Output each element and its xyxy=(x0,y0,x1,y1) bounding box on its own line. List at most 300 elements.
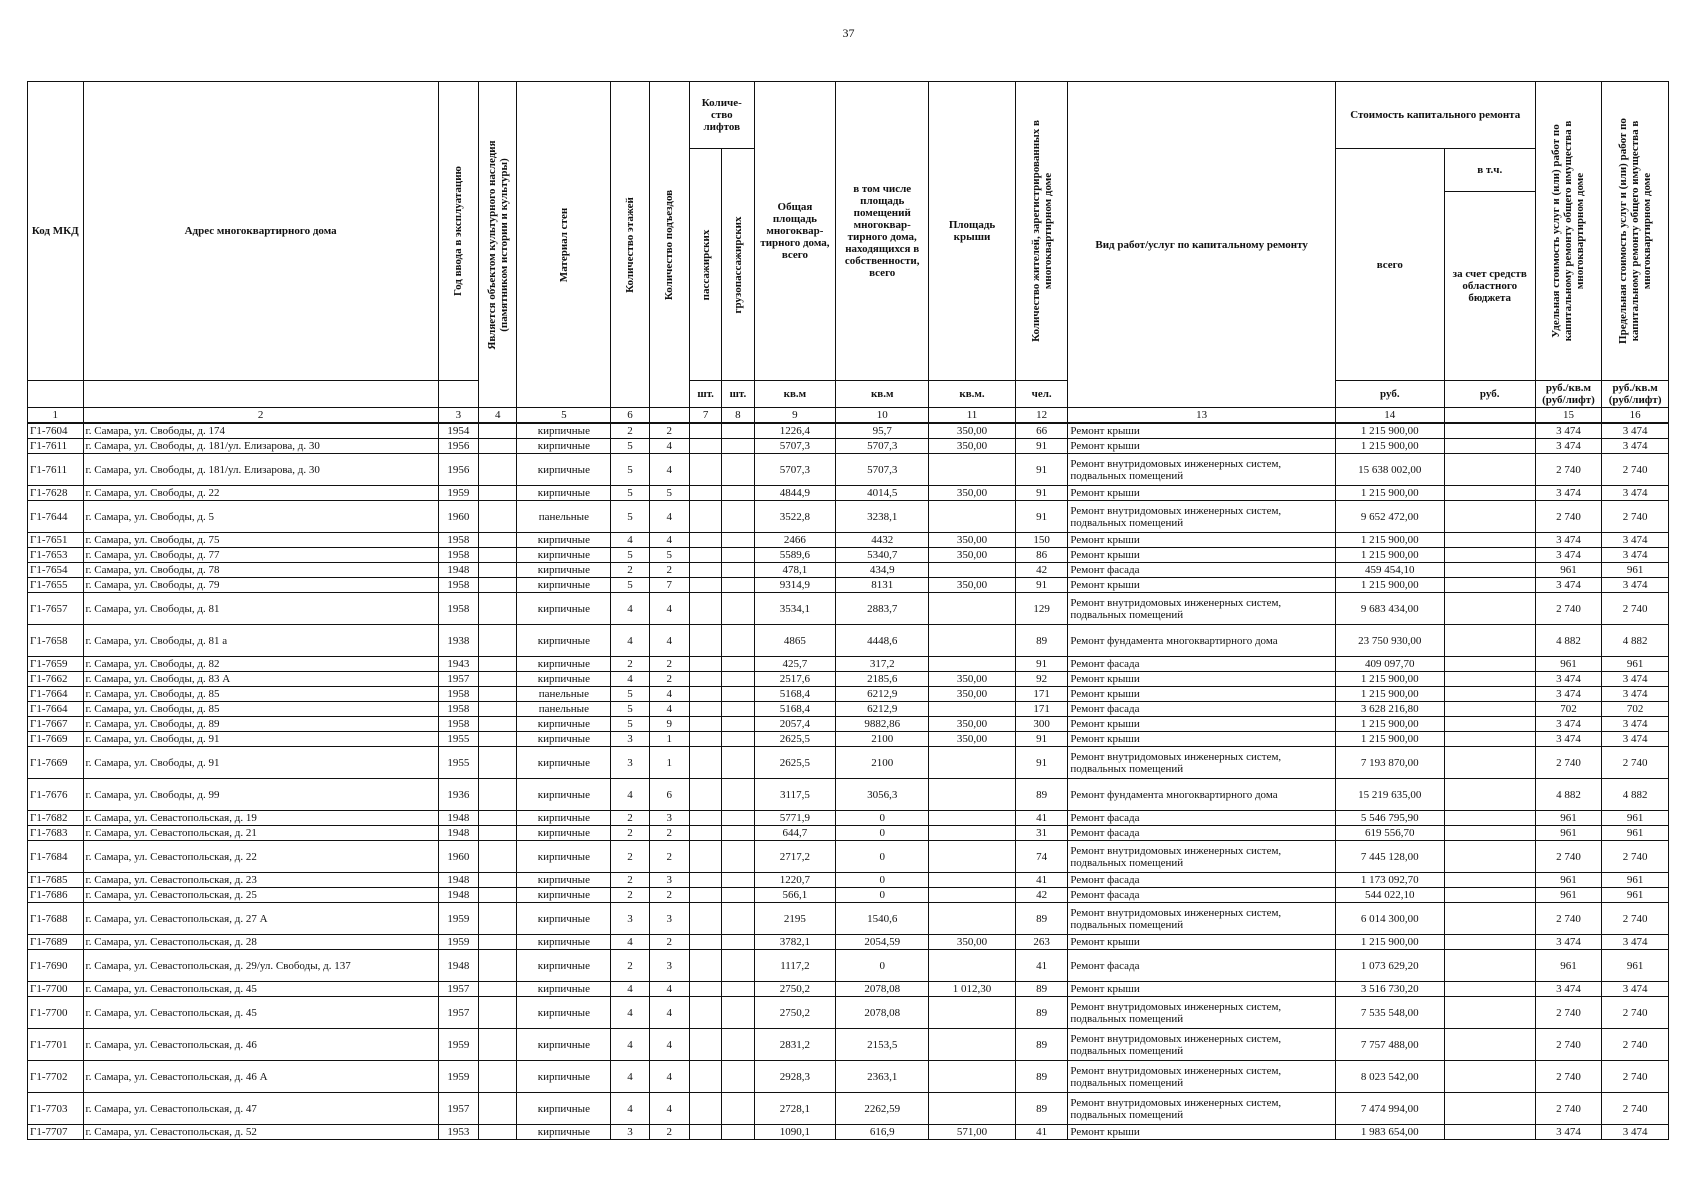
cell-floors: 5 xyxy=(611,439,649,454)
header-lifts-cargo: грузопассажирских xyxy=(722,149,754,381)
cell-work-type: Ремонт фасада xyxy=(1068,950,1335,982)
table-row xyxy=(28,950,1669,982)
cell-year: 1948 xyxy=(438,873,478,888)
cell-area-owned: 434,9 xyxy=(836,563,929,578)
cell-lifts-passenger xyxy=(689,873,721,888)
cell-cost-budget xyxy=(1444,903,1535,935)
cell-code: Г1-7707 xyxy=(28,1125,84,1140)
cell-year: 1959 xyxy=(438,1061,478,1093)
cell-lifts-cargo xyxy=(722,903,754,935)
cell-lifts-passenger xyxy=(689,687,721,702)
column-number: 2 xyxy=(83,408,438,424)
cell-address: г. Самара, ул. Свободы, д. 79 xyxy=(83,578,438,593)
cell-work-type: Ремонт внутридомовых инженерных систем, подвальных помещений xyxy=(1068,1061,1335,1093)
cell-code: Г1-7700 xyxy=(28,982,84,997)
cell-code: Г1-7667 xyxy=(28,717,84,732)
cell-roof-area: 350,00 xyxy=(929,672,1016,687)
cell-wall-material: кирпичные xyxy=(517,747,611,779)
cell-code: Г1-7611 xyxy=(28,454,84,486)
page-number: 37 xyxy=(842,26,855,40)
header-residents: Количество жителей, зарегистрированных в многоквартирном доме xyxy=(1015,82,1067,381)
cell-unit-cost: 961 xyxy=(1535,826,1602,841)
cell-lifts-cargo xyxy=(722,826,754,841)
cell-lifts-passenger xyxy=(689,732,721,747)
cell-entrances: 3 xyxy=(649,903,689,935)
cell-work-type: Ремонт крыши xyxy=(1068,1125,1335,1140)
cell-residents: 91 xyxy=(1015,578,1067,593)
cell-max-cost: 961 xyxy=(1602,873,1669,888)
cell-area-owned: 317,2 xyxy=(836,657,929,672)
cell-area-total: 2625,5 xyxy=(754,747,836,779)
cell-lifts-cargo xyxy=(722,1125,754,1140)
cell-max-cost: 3 474 xyxy=(1602,533,1669,548)
cell-lifts-cargo xyxy=(722,811,754,826)
cell-lifts-cargo xyxy=(722,747,754,779)
cell-entrances: 2 xyxy=(649,657,689,672)
cell-cost-budget xyxy=(1444,625,1535,657)
cell-address: г. Самара, ул. Севастопольская, д. 23 xyxy=(83,873,438,888)
cell-residents: 91 xyxy=(1015,657,1067,672)
cell-lifts-passenger xyxy=(689,578,721,593)
cell-year: 1959 xyxy=(438,486,478,501)
column-number: 7 xyxy=(689,408,721,424)
header-area-total: Общая площадь многоквар-тирного дома, всего xyxy=(754,82,836,381)
cell-max-cost: 2 740 xyxy=(1602,1093,1669,1125)
cell-roof-area xyxy=(929,1061,1016,1093)
cell-lifts-cargo xyxy=(722,841,754,873)
cell-area-total: 2750,2 xyxy=(754,982,836,997)
cell-entrances: 1 xyxy=(649,732,689,747)
table-row xyxy=(28,454,1669,486)
cell-cost-total: 7 535 548,00 xyxy=(1335,997,1444,1029)
cell-floors: 4 xyxy=(611,779,649,811)
cell-cost-total: 1 215 900,00 xyxy=(1335,687,1444,702)
cell-code: Г1-7655 xyxy=(28,578,84,593)
header-cost-incl: в т.ч. xyxy=(1444,149,1535,192)
cell-area-total: 5168,4 xyxy=(754,687,836,702)
cell-area-owned: 8131 xyxy=(836,578,929,593)
cell-address: г. Самара, ул. Свободы, д. 181/ул. Елизарова, д. 30 xyxy=(83,454,438,486)
cell-cost-budget xyxy=(1444,888,1535,903)
cell-work-type: Ремонт крыши xyxy=(1068,578,1335,593)
cell-floors: 5 xyxy=(611,548,649,563)
cell-roof-area: 1 012,30 xyxy=(929,982,1016,997)
cell-residents: 42 xyxy=(1015,563,1067,578)
cell-area-total: 478,1 xyxy=(754,563,836,578)
cell-unit-cost: 702 xyxy=(1535,702,1602,717)
cell-entrances: 2 xyxy=(649,841,689,873)
cell-wall-material: кирпичные xyxy=(517,935,611,950)
cell-roof-area xyxy=(929,841,1016,873)
column-number: 11 xyxy=(929,408,1016,424)
cell-year: 1957 xyxy=(438,997,478,1029)
cell-cost-total: 1 215 900,00 xyxy=(1335,717,1444,732)
cell-lifts-cargo xyxy=(722,717,754,732)
cell-entrances: 4 xyxy=(649,702,689,717)
cell-entrances: 5 xyxy=(649,548,689,563)
cell-unit-cost: 3 474 xyxy=(1535,717,1602,732)
unit-code xyxy=(28,381,84,408)
cell-address: г. Самара, ул. Севастопольская, д. 52 xyxy=(83,1125,438,1140)
table-row xyxy=(28,439,1669,454)
cell-work-type: Ремонт крыши xyxy=(1068,548,1335,563)
cell-entrances: 4 xyxy=(649,439,689,454)
cell-lifts-cargo xyxy=(722,454,754,486)
table-row xyxy=(28,826,1669,841)
cell-max-cost: 4 882 xyxy=(1602,625,1669,657)
cell-unit-cost: 3 474 xyxy=(1535,578,1602,593)
header-max-cost: Предельная стоимость услуг и (или) работ по капитальному ремонту общего имущества в многоквартирном доме xyxy=(1602,82,1669,381)
cell-area-owned: 0 xyxy=(836,873,929,888)
table-row xyxy=(28,873,1669,888)
cell-lifts-cargo xyxy=(722,873,754,888)
cell-lifts-passenger xyxy=(689,423,721,439)
cell-area-owned: 2100 xyxy=(836,747,929,779)
cell-lifts-cargo xyxy=(722,593,754,625)
cell-max-cost: 961 xyxy=(1602,563,1669,578)
cell-cost-total: 1 215 900,00 xyxy=(1335,486,1444,501)
cell-roof-area xyxy=(929,826,1016,841)
cell-address: г. Самара, ул. Свободы, д. 78 xyxy=(83,563,438,578)
cell-max-cost: 3 474 xyxy=(1602,672,1669,687)
cell-unit-cost: 2 740 xyxy=(1535,1029,1602,1061)
cell-code: Г1-7651 xyxy=(28,533,84,548)
cell-unit-cost: 3 474 xyxy=(1535,548,1602,563)
cell-max-cost: 961 xyxy=(1602,826,1669,841)
table-row xyxy=(28,1061,1669,1093)
cell-lifts-passenger xyxy=(689,826,721,841)
cell-floors: 2 xyxy=(611,811,649,826)
cell-cost-total: 8 023 542,00 xyxy=(1335,1061,1444,1093)
cell-floors: 4 xyxy=(611,1061,649,1093)
cell-cost-total: 1 215 900,00 xyxy=(1335,533,1444,548)
cell-wall-material: кирпичные xyxy=(517,672,611,687)
table-row xyxy=(28,717,1669,732)
cell-address: г. Самара, ул. Севастопольская, д. 21 xyxy=(83,826,438,841)
cell-year: 1958 xyxy=(438,533,478,548)
cell-heritage xyxy=(479,657,517,672)
cell-wall-material: кирпичные xyxy=(517,548,611,563)
cell-cost-total: 9 652 472,00 xyxy=(1335,501,1444,533)
cell-work-type: Ремонт фундамента многоквартирного дома xyxy=(1068,625,1335,657)
cell-heritage xyxy=(479,826,517,841)
cell-work-type: Ремонт фасада xyxy=(1068,826,1335,841)
cell-unit-cost: 4 882 xyxy=(1535,779,1602,811)
cell-unit-cost: 961 xyxy=(1535,873,1602,888)
cell-work-type: Ремонт внутридомовых инженерных систем, подвальных помещений xyxy=(1068,1093,1335,1125)
cell-area-total: 1226,4 xyxy=(754,423,836,439)
header-code: Код МКД xyxy=(28,82,84,381)
cell-cost-total: 7 193 870,00 xyxy=(1335,747,1444,779)
cell-lifts-passenger xyxy=(689,702,721,717)
cell-wall-material: кирпичные xyxy=(517,625,611,657)
cell-floors: 5 xyxy=(611,687,649,702)
cell-area-total: 5168,4 xyxy=(754,702,836,717)
cell-lifts-cargo xyxy=(722,982,754,997)
table-row xyxy=(28,702,1669,717)
cell-roof-area: 571,00 xyxy=(929,1125,1016,1140)
cell-residents: 91 xyxy=(1015,732,1067,747)
cell-lifts-cargo xyxy=(722,578,754,593)
cell-max-cost: 2 740 xyxy=(1602,841,1669,873)
cell-area-owned: 0 xyxy=(836,888,929,903)
cell-max-cost: 2 740 xyxy=(1602,593,1669,625)
cell-residents: 89 xyxy=(1015,903,1067,935)
cell-cost-total: 7 445 128,00 xyxy=(1335,841,1444,873)
cell-residents: 92 xyxy=(1015,672,1067,687)
cell-floors: 2 xyxy=(611,841,649,873)
cell-roof-area xyxy=(929,903,1016,935)
column-number: 5 xyxy=(517,408,611,424)
cell-address: г. Самара, ул. Свободы, д. 91 xyxy=(83,732,438,747)
cell-code: Г1-7659 xyxy=(28,657,84,672)
cell-floors: 4 xyxy=(611,935,649,950)
cell-lifts-passenger xyxy=(689,950,721,982)
cell-residents: 263 xyxy=(1015,935,1067,950)
cell-code: Г1-7684 xyxy=(28,841,84,873)
cell-unit-cost: 2 740 xyxy=(1535,747,1602,779)
cell-year: 1960 xyxy=(438,841,478,873)
cell-floors: 5 xyxy=(611,501,649,533)
cell-lifts-passenger xyxy=(689,935,721,950)
cell-work-type: Ремонт фасада xyxy=(1068,563,1335,578)
cell-cost-total: 23 750 930,00 xyxy=(1335,625,1444,657)
cell-year: 1956 xyxy=(438,454,478,486)
cell-year: 1959 xyxy=(438,935,478,950)
cell-max-cost: 3 474 xyxy=(1602,935,1669,950)
table-row xyxy=(28,997,1669,1029)
header-lifts: Количе-ство лифтов xyxy=(689,82,754,149)
column-numbers-row xyxy=(28,408,1669,424)
cell-work-type: Ремонт крыши xyxy=(1068,717,1335,732)
cell-address: г. Самара, ул. Свободы, д. 89 xyxy=(83,717,438,732)
table-row xyxy=(28,657,1669,672)
cell-residents: 42 xyxy=(1015,888,1067,903)
cell-max-cost: 2 740 xyxy=(1602,454,1669,486)
cell-address: г. Самара, ул. Свободы, д. 81 а xyxy=(83,625,438,657)
cell-cost-budget xyxy=(1444,657,1535,672)
cell-cost-budget xyxy=(1444,578,1535,593)
cell-unit-cost: 3 474 xyxy=(1535,982,1602,997)
cell-work-type: Ремонт фасада xyxy=(1068,811,1335,826)
cell-year: 1958 xyxy=(438,717,478,732)
unit-year xyxy=(438,381,478,408)
cell-area-total: 425,7 xyxy=(754,657,836,672)
cell-unit-cost: 961 xyxy=(1535,811,1602,826)
cell-code: Г1-7676 xyxy=(28,779,84,811)
unit-unit-cost: руб./кв.м (руб/лифт) xyxy=(1535,381,1602,408)
cell-lifts-passenger xyxy=(689,888,721,903)
cell-max-cost: 2 740 xyxy=(1602,501,1669,533)
cell-work-type: Ремонт крыши xyxy=(1068,687,1335,702)
cell-max-cost: 3 474 xyxy=(1602,486,1669,501)
cell-area-total: 5707,3 xyxy=(754,439,836,454)
cell-floors: 4 xyxy=(611,593,649,625)
cell-area-owned: 0 xyxy=(836,950,929,982)
cell-roof-area xyxy=(929,454,1016,486)
cell-address: г. Самара, ул. Севастопольская, д. 46 А xyxy=(83,1061,438,1093)
cell-cost-total: 459 454,10 xyxy=(1335,563,1444,578)
table-row xyxy=(28,811,1669,826)
cell-lifts-passenger xyxy=(689,672,721,687)
header-year: Год ввода в эксплуатацию xyxy=(438,82,478,381)
column-number: 12 xyxy=(1015,408,1067,424)
header-unit-cost: Удельная стоимость услуг и (или) работ по капитальному ремонту общего имущества в многоквартирном доме xyxy=(1535,82,1602,381)
cell-work-type: Ремонт фасада xyxy=(1068,657,1335,672)
cell-roof-area xyxy=(929,811,1016,826)
cell-floors: 5 xyxy=(611,454,649,486)
header-entrances: Количество подъездов xyxy=(649,82,689,408)
cell-roof-area: 350,00 xyxy=(929,578,1016,593)
cell-cost-total: 3 628 216,80 xyxy=(1335,702,1444,717)
cell-floors: 5 xyxy=(611,702,649,717)
table-row xyxy=(28,687,1669,702)
cell-lifts-passenger xyxy=(689,1029,721,1061)
cell-floors: 3 xyxy=(611,732,649,747)
table-header xyxy=(28,82,1669,424)
cell-entrances: 2 xyxy=(649,672,689,687)
cell-address: г. Самара, ул. Севастопольская, д. 45 xyxy=(83,982,438,997)
cell-wall-material: кирпичные xyxy=(517,826,611,841)
cell-address: г. Самара, ул. Севастопольская, д. 25 xyxy=(83,888,438,903)
cell-roof-area xyxy=(929,747,1016,779)
cell-area-total: 2466 xyxy=(754,533,836,548)
cell-cost-total: 409 097,70 xyxy=(1335,657,1444,672)
cell-area-total: 9314,9 xyxy=(754,578,836,593)
cell-unit-cost: 3 474 xyxy=(1535,687,1602,702)
cell-area-owned: 616,9 xyxy=(836,1125,929,1140)
cell-cost-budget xyxy=(1444,950,1535,982)
cell-lifts-passenger xyxy=(689,1093,721,1125)
cell-cost-budget xyxy=(1444,1061,1535,1093)
cell-area-owned: 5707,3 xyxy=(836,439,929,454)
cell-heritage xyxy=(479,687,517,702)
cell-floors: 5 xyxy=(611,578,649,593)
cell-floors: 4 xyxy=(611,997,649,1029)
cell-heritage xyxy=(479,950,517,982)
cell-entrances: 3 xyxy=(649,873,689,888)
cell-entrances: 4 xyxy=(649,533,689,548)
cell-residents: 86 xyxy=(1015,548,1067,563)
cell-year: 1948 xyxy=(438,563,478,578)
cell-heritage xyxy=(479,811,517,826)
cell-area-owned: 2153,5 xyxy=(836,1029,929,1061)
cell-cost-total: 619 556,70 xyxy=(1335,826,1444,841)
cell-residents: 89 xyxy=(1015,625,1067,657)
header-cost-total: всего xyxy=(1335,149,1444,381)
cell-cost-budget xyxy=(1444,533,1535,548)
cell-work-type: Ремонт внутридомовых инженерных систем, подвальных помещений xyxy=(1068,903,1335,935)
cell-unit-cost: 2 740 xyxy=(1535,1061,1602,1093)
cell-floors: 4 xyxy=(611,1029,649,1061)
cell-residents: 171 xyxy=(1015,687,1067,702)
cell-area-owned: 1540,6 xyxy=(836,903,929,935)
table-row xyxy=(28,501,1669,533)
cell-area-total: 1117,2 xyxy=(754,950,836,982)
cell-code: Г1-7700 xyxy=(28,997,84,1029)
cell-area-owned: 6212,9 xyxy=(836,702,929,717)
cell-address: г. Самара, ул. Севастопольская, д. 22 xyxy=(83,841,438,873)
cell-address: г. Самара, ул. Свободы, д. 22 xyxy=(83,486,438,501)
cell-wall-material: кирпичные xyxy=(517,1029,611,1061)
cell-unit-cost: 3 474 xyxy=(1535,732,1602,747)
cell-area-owned: 4014,5 xyxy=(836,486,929,501)
cell-heritage xyxy=(479,563,517,578)
table-row xyxy=(28,888,1669,903)
cell-area-owned: 2185,6 xyxy=(836,672,929,687)
cell-wall-material: кирпичные xyxy=(517,732,611,747)
cell-unit-cost: 2 740 xyxy=(1535,593,1602,625)
cell-heritage xyxy=(479,1029,517,1061)
cell-wall-material: панельные xyxy=(517,501,611,533)
cell-roof-area xyxy=(929,1029,1016,1061)
cell-cost-budget xyxy=(1444,454,1535,486)
cell-heritage xyxy=(479,702,517,717)
cell-heritage xyxy=(479,593,517,625)
cell-lifts-cargo xyxy=(722,1061,754,1093)
cell-max-cost: 3 474 xyxy=(1602,982,1669,997)
cell-wall-material: кирпичные xyxy=(517,563,611,578)
cell-year: 1948 xyxy=(438,811,478,826)
header-cost: Стоимость капитального ремонта xyxy=(1335,82,1535,149)
cell-max-cost: 2 740 xyxy=(1602,747,1669,779)
cell-area-owned: 0 xyxy=(836,811,929,826)
column-number xyxy=(1444,408,1535,424)
cell-entrances: 5 xyxy=(649,486,689,501)
cell-heritage xyxy=(479,578,517,593)
cell-year: 1954 xyxy=(438,423,478,439)
table-row xyxy=(28,982,1669,997)
cell-residents: 91 xyxy=(1015,454,1067,486)
cell-lifts-cargo xyxy=(722,672,754,687)
cell-lifts-passenger xyxy=(689,982,721,997)
cell-year: 1956 xyxy=(438,439,478,454)
cell-work-type: Ремонт крыши xyxy=(1068,439,1335,454)
cell-heritage xyxy=(479,672,517,687)
cell-lifts-cargo xyxy=(722,563,754,578)
cell-roof-area xyxy=(929,997,1016,1029)
column-number: 9 xyxy=(754,408,836,424)
cell-max-cost: 2 740 xyxy=(1602,997,1669,1029)
cell-unit-cost: 3 474 xyxy=(1535,439,1602,454)
cell-area-owned: 2363,1 xyxy=(836,1061,929,1093)
cell-lifts-passenger xyxy=(689,563,721,578)
cell-wall-material: кирпичные xyxy=(517,486,611,501)
cell-cost-budget xyxy=(1444,548,1535,563)
cell-floors: 2 xyxy=(611,826,649,841)
cell-address: г. Самара, ул. Севастопольская, д. 27 А xyxy=(83,903,438,935)
cell-cost-total: 1 983 654,00 xyxy=(1335,1125,1444,1140)
cell-area-total: 2831,2 xyxy=(754,1029,836,1061)
cell-work-type: Ремонт крыши xyxy=(1068,732,1335,747)
cell-lifts-cargo xyxy=(722,486,754,501)
cell-heritage xyxy=(479,935,517,950)
cell-year: 1957 xyxy=(438,672,478,687)
unit-cost-budget: руб. xyxy=(1444,381,1535,408)
cell-area-total: 3522,8 xyxy=(754,501,836,533)
cell-residents: 89 xyxy=(1015,1061,1067,1093)
cell-entrances: 7 xyxy=(649,578,689,593)
table-row xyxy=(28,672,1669,687)
cell-residents: 171 xyxy=(1015,702,1067,717)
cell-year: 1948 xyxy=(438,950,478,982)
cell-unit-cost: 2 740 xyxy=(1535,1093,1602,1125)
cell-entrances: 4 xyxy=(649,625,689,657)
cell-wall-material: кирпичные xyxy=(517,593,611,625)
cell-floors: 2 xyxy=(611,950,649,982)
cell-area-owned: 2100 xyxy=(836,732,929,747)
cell-cost-budget xyxy=(1444,779,1535,811)
